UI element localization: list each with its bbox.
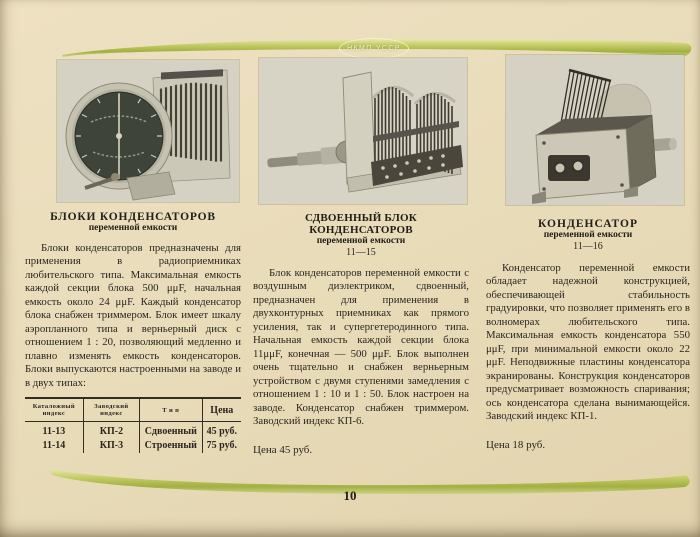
- table-header-type: Т и п: [139, 398, 202, 422]
- price-table: [25, 397, 241, 453]
- shielded-capacitor-illustration: [506, 55, 684, 205]
- column-twin-capacitor-block: [253, 58, 469, 456]
- catalog-index: 11—16: [573, 241, 603, 252]
- table-cell: Сдвоенный: [139, 422, 202, 439]
- publisher-badge: НКМП УССР: [339, 38, 409, 59]
- product-description: Блоки конденсаторов предназначены для применения в радиоприемниках любительского типа. Максимальная емкость каждой секции блока 500 μμF, начальная емкость около 24 μμF. Каждый конденсатор блока снабжен триммером. Блок имеет шкалу аэропланного типа и верньерный диск с отношением 1 : 20, позволяющий медленно и плавно изменять емкость конденсаторов. Блоки выпускаются настроенными на заводе и в двух типах:: [25, 242, 241, 389]
- product-subtitle: переменной емкости: [543, 230, 633, 240]
- table-row: [25, 439, 241, 453]
- product-title: БЛОКИ КОНДЕНСАТОРОВ: [50, 211, 216, 223]
- table-cell: 11-14: [25, 439, 83, 453]
- table-cell: Строенный: [139, 439, 202, 453]
- product-description: Конденсатор переменной емкости обладает надежной конструкцией, обеспечивающей стабильность градуировки, что позволяет применять его в волномерах любительского типа. Максимальная емкость конденсатора 550 μμF, при минимальной емкости около 22 μμF. Неподвижные пластины конденсатора экранированы. Конструкция конденсаторов предусматривает возможность спаривания; ось конденсатора сделана вынимающейся. Заводский индекс КП-1.: [486, 262, 690, 423]
- product-subtitle: переменной емкости: [316, 236, 406, 246]
- page-number: 10: [343, 488, 357, 503]
- table-cell: 75 руб.: [206, 440, 237, 452]
- table-cell: КП-3: [83, 439, 139, 453]
- table-cell: 11-13: [25, 422, 83, 439]
- twin-capacitor-illustration: [259, 58, 467, 204]
- product-photo-dial-capacitor-block: [57, 60, 239, 202]
- table-header-catalog-index: Каталожный индекс: [25, 398, 83, 422]
- catalog-index: 11—15: [346, 247, 376, 258]
- product-photo-shielded-capacitor: [506, 55, 684, 205]
- table-row: [25, 422, 241, 439]
- table-header-price: Цена: [202, 398, 241, 422]
- table-cell: 45 руб.: [206, 426, 237, 438]
- product-title: СДВОЕННЫЙ БЛОК КОНДЕНСАТОРОВ: [305, 212, 417, 236]
- price-line: Цена 45 руб.: [253, 443, 313, 456]
- product-description: Блок конденсаторов переменной емкости с воздушным диэлектриком, сдвоенный, предназначен для применения в двухконтурных приемниках как прямого усиления, так и супергетеродинного типа. Начальная емкость каждой секции блока 11μμF, конечная — 500 μμF. Блок выполнен очень тщательно и снабжен верньерным устройством с двумя ступенями замедления с отношением 1 : 10 и 1 : 50. Блок настроен на заводе. Конденсатор снабжен триммером. Заводский индекс КП-6.: [253, 267, 469, 428]
- table-header-row: [25, 398, 241, 422]
- dial-capacitor-illustration: [57, 60, 239, 202]
- column-variable-capacitor: [486, 55, 690, 451]
- product-subtitle: переменной емкости: [88, 223, 178, 233]
- table-header-factory-index: Заводский индекс: [83, 398, 139, 422]
- product-title: КОНДЕНСАТОР: [538, 218, 638, 230]
- product-photo-twin-capacitor: [259, 58, 467, 204]
- table-cell: КП-2: [83, 422, 139, 439]
- price-line: Цена 18 руб.: [486, 438, 546, 451]
- column-capacitor-blocks: [25, 60, 241, 453]
